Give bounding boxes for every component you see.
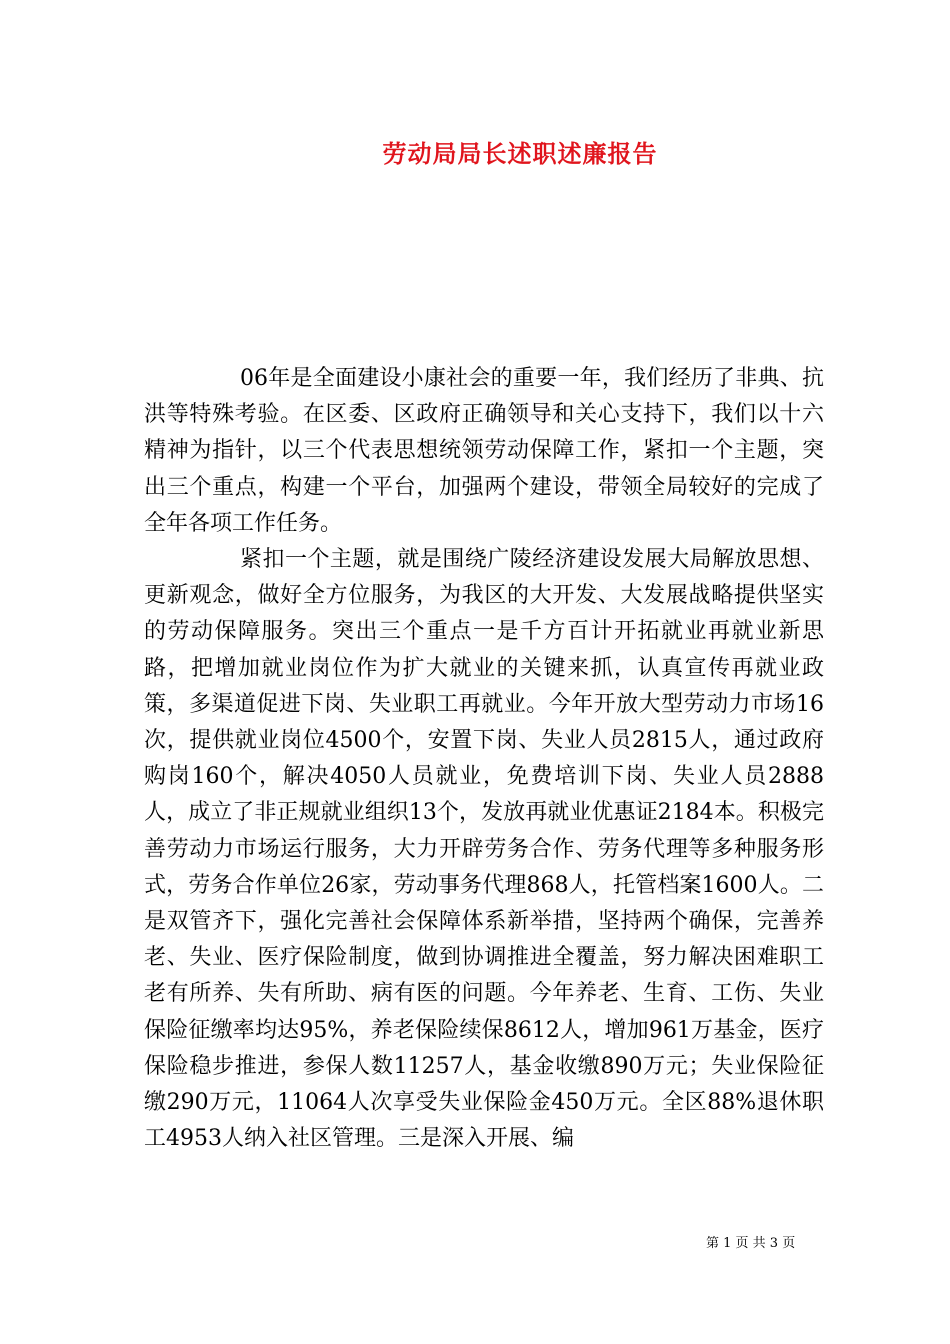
document-title: 劳动局局长述职述廉报告	[382, 139, 658, 168]
paragraph-1: 06年是全面建设小康社会的重要一年，我们经历了非典、抗洪等特殊考验。在区委、区政府正确领导和关心支持下，我们以十六精神为指针，以三个代表思想统领劳动保障工作，紧扣一个主题，突出三个重点，构建一个平台，加强两个建设，带领全局较好的完成了全年各项工作任务。	[144, 366, 824, 536]
paragraph-2: 紧扣一个主题，就是围绕广陵经济建设发展大局解放思想、更新观念，做好全方位服务，为我区的大开发、大发展战略提供坚实的劳动保障服务。突出三个重点一是千方百计开拓就业再就业新思路，把增加就业岗位作为扩大就业的关键来抓，认真宣传再就业政策，多渠道促进下岗、失业职工再就业。今年开放大型劳动力市场16次，提供就业岗位4500个，安置下岗、失业人员2815人，通过政府购岗160个，解决4050人员就业，免费培训下岗、失业人员2888人，成立了非正规就业组织13个，发放再就业优惠证2184本。积极完善劳动力市场运行服务，大力开辟劳务合作、劳务代理等多种服务形式，劳务合作单位26家，劳动事务代理868人，托管档案1600人。二是双管齐下，强化完善社会保障体系新举措，坚持两个确保，完善养老、失业、医疗保险制度，做到协调推进全覆盖，努力解决困难职工老有所养、失有所助、病有医的问题。今年养老、生育、工伤、失业保险征缴率均达95%，养老保险续保8612人，增加961万基金，医疗保险稳步推进，参保人数11257人，基金收缴890万元；失业保险征缴290万元，11064人次享受失业保险金450万元。全区88%退休职工4953人纳入社区管理。三是深入开展、编	[144, 547, 824, 1152]
document-body	[144, 361, 824, 1157]
page-number: 第 1 页 共 3 页	[706, 1236, 796, 1251]
